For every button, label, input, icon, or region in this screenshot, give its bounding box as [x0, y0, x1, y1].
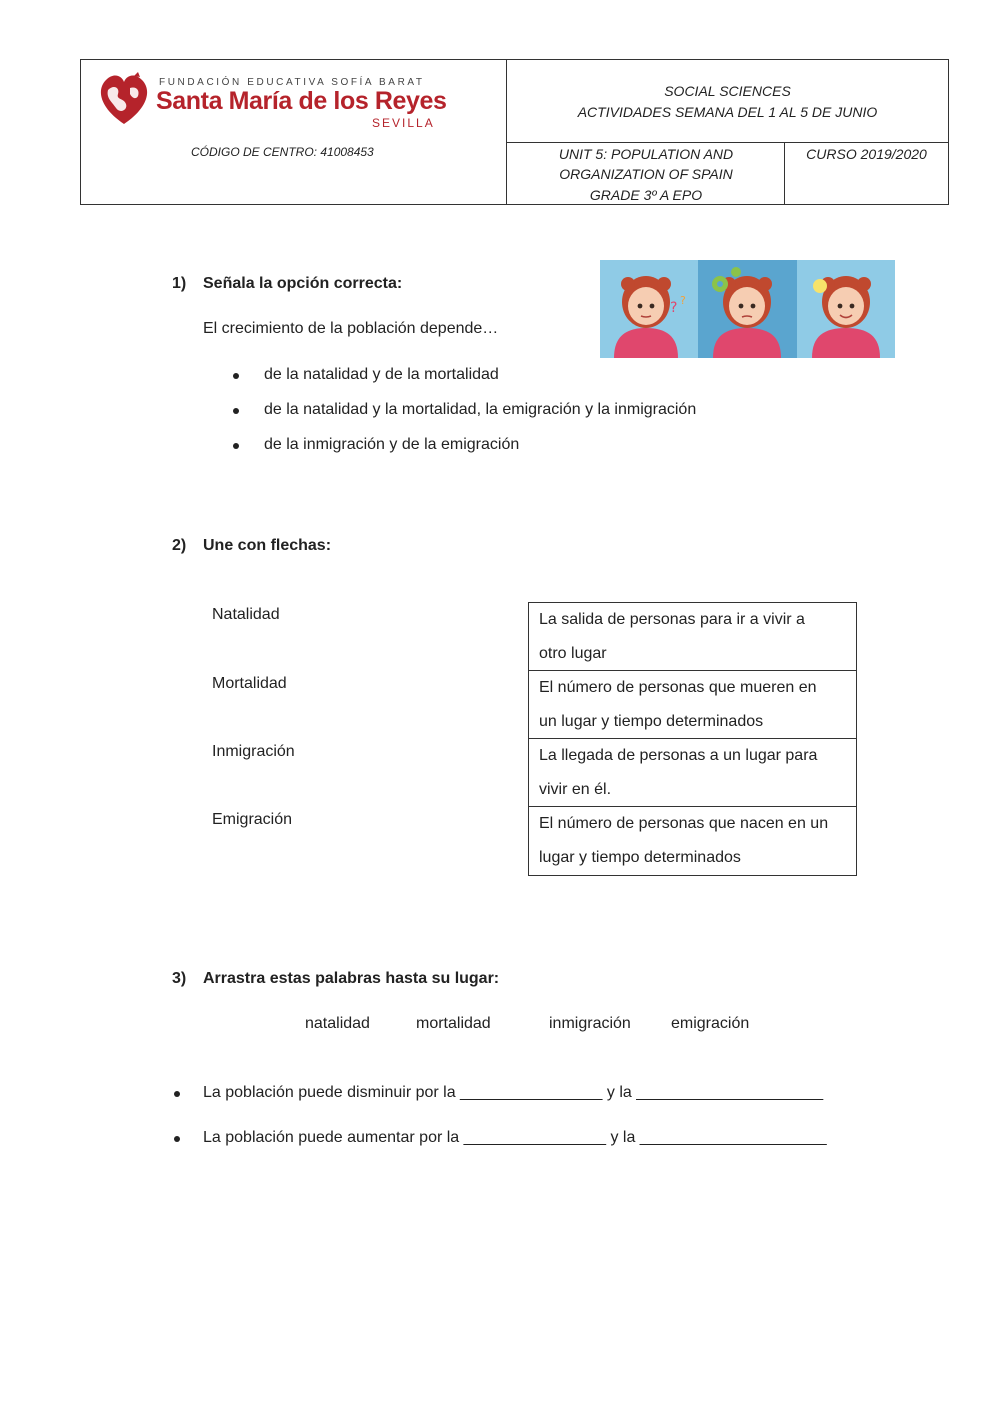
definition-line: un lugar y tiempo determinados	[539, 713, 764, 730]
gear-icon	[731, 267, 741, 277]
definitions-table	[528, 602, 857, 876]
q1-number: 1)	[172, 275, 187, 292]
definition-line: El número de personas que mueren en	[539, 679, 817, 696]
subject-title: SOCIAL SCIENCES	[664, 83, 791, 99]
logo-city: SEVILLA	[372, 116, 435, 130]
sentence-disminuir[interactable]: La población puede disminuir por la ________________ y la _____________________	[203, 1084, 824, 1101]
header-table	[80, 59, 949, 205]
header-divider	[506, 142, 948, 143]
globe-heart-icon	[94, 68, 154, 128]
q3-title: Arrastra estas palabras hasta su lugar:	[203, 970, 500, 987]
drag-word-emigracion[interactable]: emigración	[671, 1015, 750, 1032]
unit-title-line2: ORGANIZATION OF SPAIN	[559, 166, 733, 182]
bullet-icon	[233, 443, 239, 449]
definition-line: La salida de personas para ir a vivir a	[539, 611, 805, 628]
course-label: CURSO 2019/2020	[806, 146, 927, 162]
q2-title: Une con flechas:	[203, 537, 332, 554]
logo-school-name: Santa María de los Reyes	[156, 87, 447, 115]
definition-line: La llegada de personas a un lugar para	[539, 747, 818, 764]
term-inmigracion[interactable]: Inmigración	[212, 743, 295, 760]
definition-cell[interactable]	[529, 739, 856, 807]
q1-prompt: El crecimiento de la población depende…	[203, 320, 499, 337]
definition-line: otro lugar	[539, 645, 607, 662]
drag-word-inmigracion[interactable]: inmigración	[549, 1015, 631, 1032]
unit-title-line1: UNIT 5: POPULATION AND	[558, 146, 734, 162]
q1-option-1[interactable]: de la natalidad y de la mortalidad	[264, 366, 499, 383]
bullet-icon	[174, 1091, 180, 1097]
term-mortalidad[interactable]: Mortalidad	[212, 675, 287, 692]
logo-foundation-text: FUNDACIÓN EDUCATIVA SOFÍA BARAT	[159, 77, 425, 88]
term-emigracion[interactable]: Emigración	[212, 811, 293, 828]
bullet-icon	[233, 408, 239, 414]
definition-line: vivir en él.	[539, 781, 612, 798]
term-natalidad[interactable]: Natalidad	[212, 606, 280, 623]
week-title: ACTIVIDADES SEMANA DEL 1 AL 5 DE JUNIO	[577, 104, 878, 120]
q2-number: 2)	[172, 537, 187, 554]
definition-line: lugar y tiempo determinados	[539, 849, 741, 866]
center-code: CÓDIGO DE CENTRO: 41008453	[191, 145, 374, 159]
q1-title: Señala la opción correcta:	[203, 275, 403, 292]
bullet-icon	[174, 1136, 180, 1142]
sentence-aumentar[interactable]: La población puede aumentar por la ________________ y la _____________________	[203, 1129, 827, 1146]
q1-option-2[interactable]: de la natalidad y la mortalidad, la emigración y la inmigración	[264, 401, 697, 418]
drag-word-mortalidad[interactable]: mortalidad	[416, 1015, 491, 1032]
bullet-icon	[233, 373, 239, 379]
lightbulb-icon	[813, 279, 827, 293]
definition-cell[interactable]	[529, 603, 856, 671]
grade-label: GRADE 3º A EPO	[589, 187, 703, 203]
definition-cell[interactable]	[529, 807, 856, 875]
q1-option-3[interactable]: de la inmigración y de la emigración	[264, 436, 520, 453]
q3-number: 3)	[172, 970, 187, 987]
definition-cell[interactable]	[529, 671, 856, 739]
svg-text:?: ?	[670, 300, 678, 316]
thinking-girls-illustration	[600, 260, 895, 358]
svg-text:?: ?	[680, 294, 686, 307]
drag-word-natalidad[interactable]: natalidad	[305, 1015, 370, 1032]
definition-line: El número de personas que nacen en un	[539, 815, 829, 832]
